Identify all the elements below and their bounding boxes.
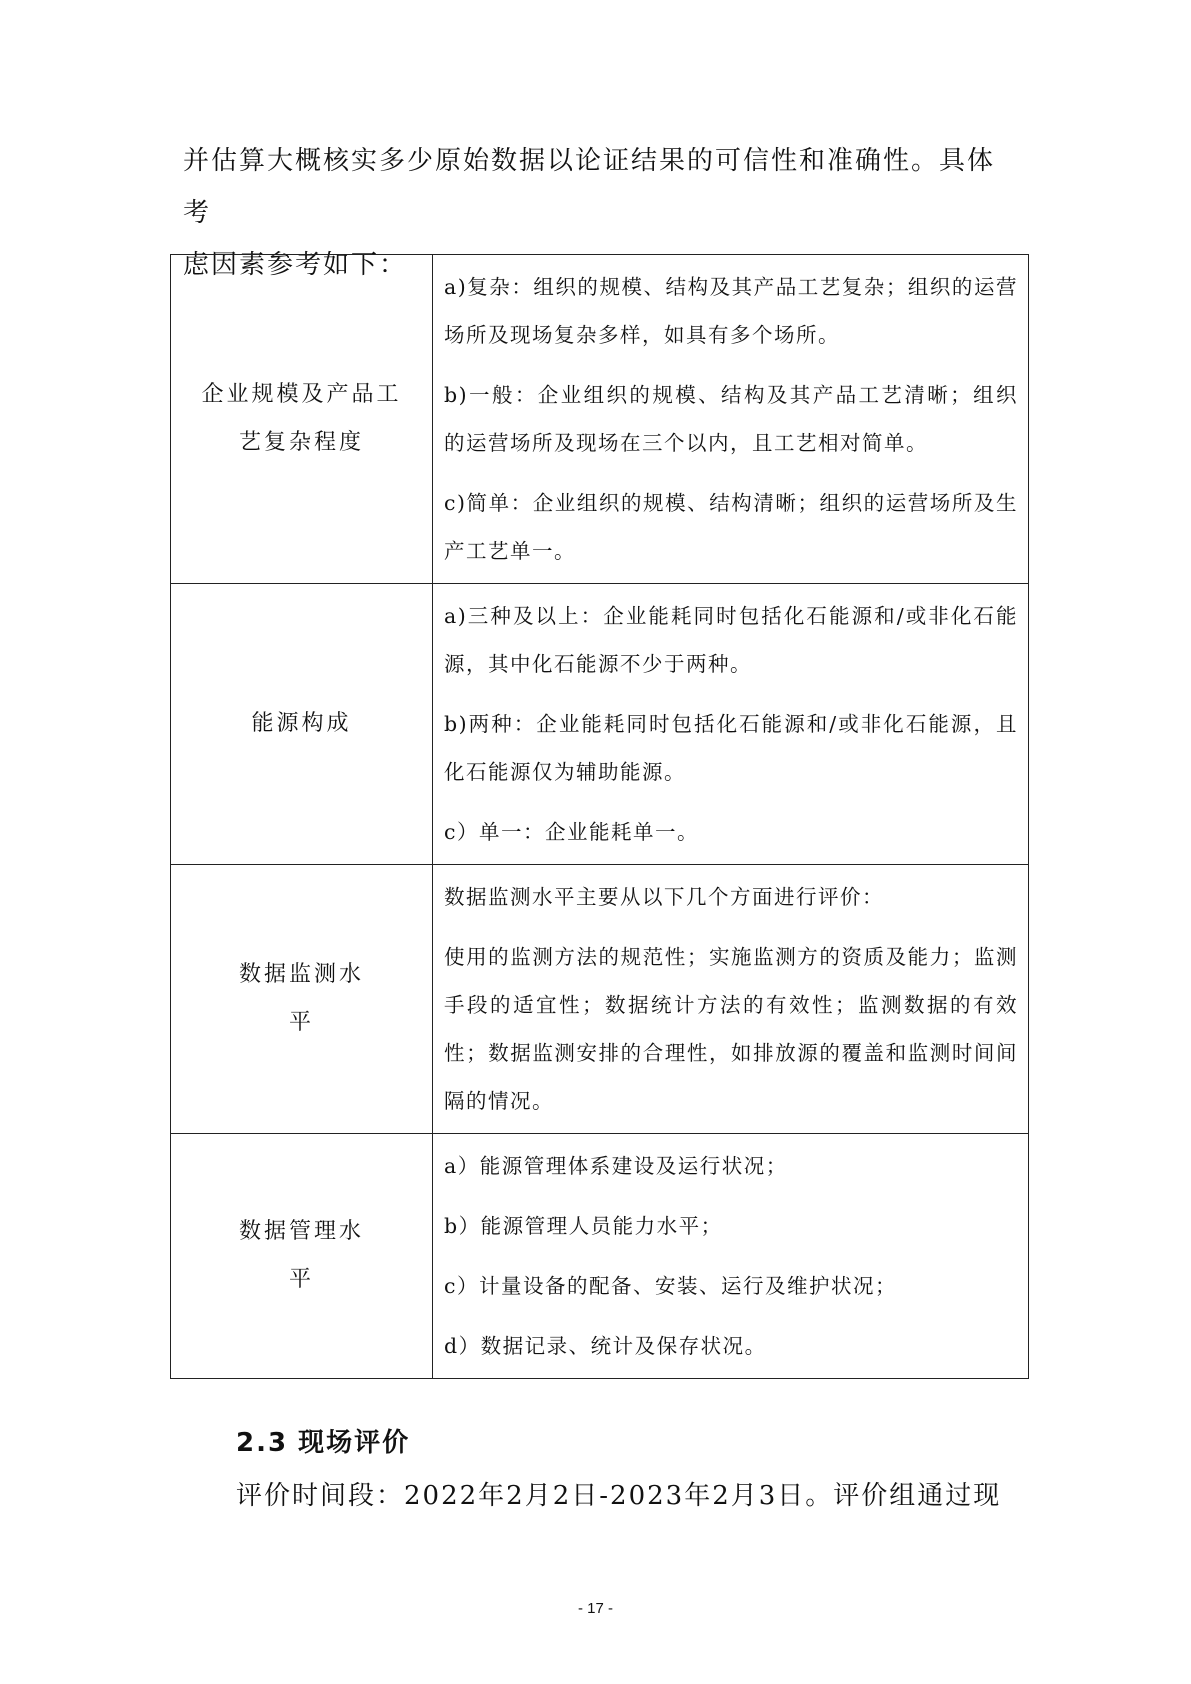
table-row (171, 865, 1029, 1134)
category-label: 企业规模及产品工艺复杂程度 (201, 382, 402, 455)
description-item: 使用的监测方法的规范性；实施监测方的资质及能力；监测手段的适宜性；数据统计方法的有效性；监测数据的有效性；数据监测安排的合理性，如排放源的覆盖和监测时间间隔的情况。 (444, 945, 1018, 1113)
intro-line-2: 虑因素参考如下： (183, 250, 408, 280)
table-row (171, 584, 1029, 865)
description-item: c）单一：企业能耗单一。 (444, 820, 699, 844)
category-cell (171, 865, 433, 1134)
description-item: 数据监测水平主要从以下几个方面进行评价： (444, 885, 884, 909)
evaluation-criteria-table (170, 254, 1029, 1379)
page-number: - 17 - (577, 1600, 613, 1617)
description-item: b)两种：企业能耗同时包括化石能源和/或非化石能源，且化石能源仅为辅助能源。 (444, 712, 1018, 784)
description-cell (433, 584, 1029, 865)
table-row (171, 255, 1029, 584)
description-item: c)简单：企业组织的规模、结构清晰；组织的运营场所及生产工艺单一。 (444, 491, 1018, 563)
body-paragraph: 评价时间段：2022年2月2日-2023年2月3日。评价组通过现 (236, 1481, 1002, 1511)
description-cell (433, 1134, 1029, 1379)
description-item: b)一般：企业组织的规模、结构及其产品工艺清晰；组织的运营场所及现场在三个以内，且工艺相对简单。 (444, 383, 1018, 455)
category-cell (171, 1134, 433, 1379)
description-item: a)三种及以上：企业能耗同时包括化石能源和/或非化石能源，其中化石能源不少于两种。 (444, 604, 1018, 676)
description-item: b）能源管理人员能力水平； (444, 1214, 723, 1238)
description-item: c）计量设备的配备、安装、运行及维护状况； (444, 1274, 897, 1298)
description-cell (433, 255, 1029, 584)
description-item: d）数据记录、统计及保存状况。 (444, 1334, 767, 1358)
description-item: a）能源管理体系建设及运行状况； (444, 1154, 788, 1178)
section-number: 2.3 (236, 1428, 289, 1458)
description-cell (433, 865, 1029, 1134)
section-heading (236, 1422, 410, 1459)
category-cell (171, 255, 433, 584)
table-row (171, 1134, 1029, 1379)
category-label: 能源构成 (251, 711, 352, 736)
category-label: 数据监测水平 (238, 962, 364, 1035)
section-title: 现场评价 (298, 1428, 411, 1458)
description-item: a)复杂：组织的规模、结构及其产品工艺复杂；组织的运营场所及现场复杂多样，如具有多个场所。 (444, 275, 1018, 347)
category-cell (171, 584, 433, 865)
intro-line-1: 并估算大概核实多少原始数据以论证结果的可信性和准确性。具体考 (183, 146, 996, 228)
category-label: 数据管理水平 (238, 1219, 364, 1292)
